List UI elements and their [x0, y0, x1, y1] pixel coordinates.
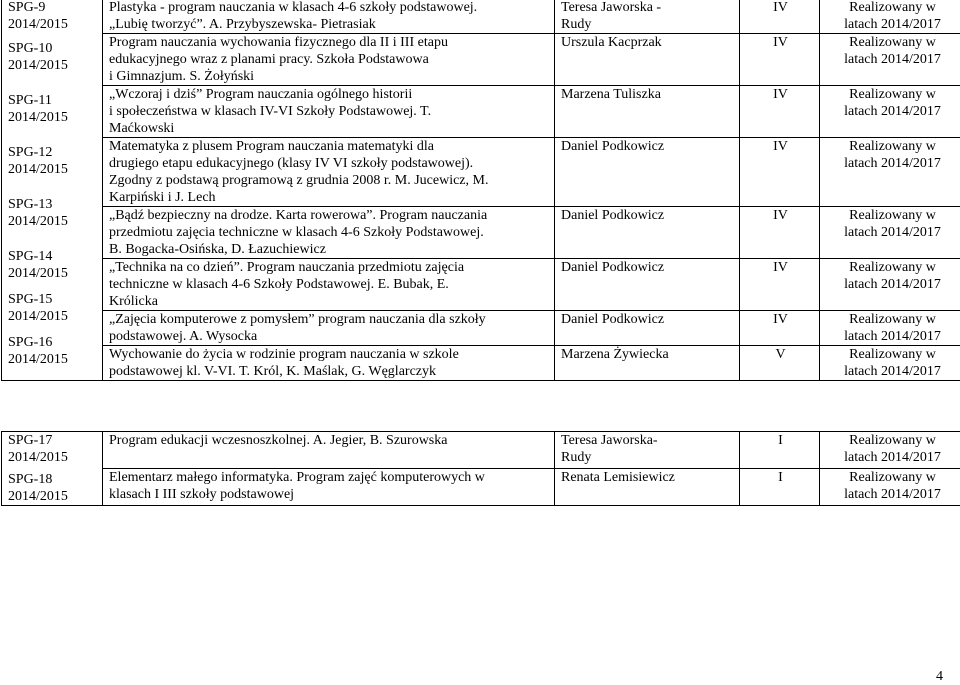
program-description-cell [103, 469, 555, 506]
table-row [2, 469, 960, 506]
program-description-line: drugiego etapu edukacyjnego (klasy IV VI szkoły podstawowej). [109, 156, 474, 171]
program-description-line: przedmiotu zajęcia techniczne w klasach 4-6 Szkoły Podstawowej. [109, 225, 484, 240]
program-code-entry [8, 432, 98, 466]
program-year: 2014/2015 [8, 58, 68, 73]
program-description-line: „Zajęcia komputerowe z pomysłem” program nauczania dla szkoły [109, 312, 486, 327]
program-description-line: „Wczoraj i dziś” Program nauczania ogólnego historii [109, 87, 413, 102]
program-year: 2014/2015 [8, 17, 68, 32]
program-description-cell [103, 207, 555, 259]
page-number: 4 [936, 669, 943, 684]
program-description-line: Matematyka z plusem Program nauczania matematyki dla [109, 139, 434, 154]
realization-line: latach 2014/2017 [844, 450, 941, 465]
realization-cell [820, 469, 960, 506]
realization-line: latach 2014/2017 [844, 17, 941, 32]
program-code-entry [8, 92, 98, 126]
realization-line: latach 2014/2017 [844, 364, 941, 379]
class-cell [740, 259, 820, 311]
program-table-2 [1, 431, 960, 506]
realization-line: Realizowany w [849, 0, 936, 15]
realization-cell [820, 207, 960, 259]
program-code-entry [8, 471, 98, 505]
author-cell [555, 346, 740, 381]
program-description-line: podstawowej. A. Wysocka [109, 329, 258, 344]
program-code: SPG-13 [8, 197, 53, 212]
author-cell [555, 432, 740, 469]
program-code-entry [8, 40, 98, 74]
class-cell [740, 34, 820, 86]
realization-line: latach 2014/2017 [844, 487, 941, 502]
program-description-cell [103, 259, 555, 311]
class-cell [740, 138, 820, 207]
program-description-line: „Technika na co dzień”. Program nauczania przedmiotu zajęcia [109, 260, 465, 275]
program-year: 2014/2015 [8, 450, 68, 465]
author-name: Teresa Jaworska - [561, 0, 662, 15]
author-cell [555, 138, 740, 207]
author-name: Rudy [561, 450, 592, 465]
class-level: IV [773, 87, 788, 102]
program-code-entry [8, 196, 98, 230]
realization-line: Realizowany w [849, 87, 936, 102]
table-row [2, 346, 960, 381]
program-description-line: i społeczeństwa w klasach IV-VI Szkoły Podstawowej. T. [109, 104, 432, 119]
table-row [2, 259, 960, 311]
program-code: SPG-18 [8, 472, 53, 487]
class-level: I [778, 433, 783, 448]
program-code: SPG-17 [8, 433, 53, 448]
realization-cell [820, 432, 960, 469]
program-year: 2014/2015 [8, 162, 68, 177]
realization-line: Realizowany w [849, 470, 936, 485]
class-level: IV [773, 0, 788, 15]
program-description-cell [103, 311, 555, 346]
table-row [2, 138, 960, 207]
program-table-1 [1, 0, 960, 381]
program-codes-cell [2, 0, 103, 381]
program-year: 2014/2015 [8, 352, 68, 367]
realization-cell [820, 34, 960, 86]
author-cell [555, 207, 740, 259]
program-code: SPG-15 [8, 292, 53, 307]
class-level: I [778, 470, 783, 485]
realization-line: Realizowany w [849, 312, 936, 327]
program-description-line: edukacyjnego wraz z planami pracy. Szkoła Podstawowa [109, 52, 429, 67]
author-name: Daniel Podkowicz [561, 139, 665, 154]
program-description-line: Karpiński i J. Lech [109, 190, 216, 205]
author-cell [555, 311, 740, 346]
realization-cell [820, 346, 960, 381]
realization-line: latach 2014/2017 [844, 329, 941, 344]
realization-cell [820, 86, 960, 138]
author-cell [555, 259, 740, 311]
realization-line: Realizowany w [849, 139, 936, 154]
class-cell [740, 469, 820, 506]
author-name: Marzena Tuliszka [561, 87, 661, 102]
realization-line: latach 2014/2017 [844, 225, 941, 240]
program-code: SPG-12 [8, 145, 53, 160]
author-cell [555, 469, 740, 506]
program-description-cell [103, 0, 555, 34]
program-code-entry [8, 0, 98, 33]
program-code: SPG-16 [8, 335, 53, 350]
program-description-cell [103, 34, 555, 86]
class-level: IV [773, 139, 788, 154]
author-name: Daniel Podkowicz [561, 208, 665, 223]
program-description-line: Maćkowski [109, 121, 175, 136]
realization-line: Realizowany w [849, 347, 936, 362]
program-description-line: Zgodny z podstawą programową z grudnia 2008 r. M. Jucewicz, M. [109, 173, 489, 188]
program-year: 2014/2015 [8, 214, 68, 229]
program-code-entry [8, 291, 98, 325]
program-code: SPG-10 [8, 41, 53, 56]
program-description-cell [103, 86, 555, 138]
program-code: SPG-14 [8, 249, 53, 264]
program-description-line: Program edukacji wczesnoszkolnej. A. Jegier, B. Szurowska [109, 433, 448, 448]
program-year: 2014/2015 [8, 110, 68, 125]
author-cell [555, 0, 740, 34]
program-description-line: klasach I III szkoły podstawowej [109, 487, 295, 502]
program-codes-cell [2, 432, 103, 506]
realization-line: latach 2014/2017 [844, 52, 941, 67]
table-row [2, 86, 960, 138]
class-level: IV [773, 208, 788, 223]
realization-cell [820, 0, 960, 34]
author-name: Daniel Podkowicz [561, 260, 665, 275]
program-year: 2014/2015 [8, 489, 68, 504]
program-code-entry [8, 248, 98, 282]
program-description-line: Królicka [109, 294, 158, 309]
program-description-line: B. Bogacka-Osińska, D. Łazuchiewicz [109, 242, 326, 257]
class-cell [740, 0, 820, 34]
class-level: IV [773, 312, 788, 327]
table-row [2, 432, 960, 469]
program-description-line: i Gimnazjum. S. Żołyński [109, 69, 255, 84]
table-row [2, 34, 960, 86]
realization-cell [820, 311, 960, 346]
realization-line: latach 2014/2017 [844, 156, 941, 171]
program-description-line: techniczne w klasach 4-6 Szkoły Podstawowej. E. Bubak, E. [109, 277, 449, 292]
author-name: Marzena Żywiecka [561, 347, 669, 362]
realization-line: latach 2014/2017 [844, 277, 941, 292]
realization-line: Realizowany w [849, 260, 936, 275]
program-code-entry [8, 334, 98, 368]
realization-line: Realizowany w [849, 35, 936, 50]
class-level: V [775, 347, 786, 362]
table-row [2, 311, 960, 346]
author-cell [555, 34, 740, 86]
class-cell [740, 432, 820, 469]
realization-cell [820, 259, 960, 311]
realization-line: Realizowany w [849, 208, 936, 223]
table-row [2, 0, 960, 34]
author-name: Rudy [561, 17, 592, 32]
program-description-line: Plastyka - program nauczania w klasach 4-6 szkoły podstawowej. [109, 0, 478, 15]
author-cell [555, 86, 740, 138]
program-code: SPG-9 [8, 0, 46, 15]
author-name: Teresa Jaworska- [561, 433, 658, 448]
class-level: IV [773, 260, 788, 275]
program-year: 2014/2015 [8, 309, 68, 324]
program-description-line: „Lubię tworzyć”. A. Przybyszewska- Pietrasiak [109, 17, 376, 32]
class-cell [740, 86, 820, 138]
program-description-line: Wychowanie do życia w rodzinie program nauczania w szkole [109, 347, 459, 362]
class-cell [740, 311, 820, 346]
program-description-line: podstawowej kl. V-VI. T. Król, K. Maślak, G. Węglarczyk [109, 364, 436, 379]
program-description-cell [103, 432, 555, 469]
table-row [2, 207, 960, 259]
program-description-cell [103, 346, 555, 381]
program-description-cell [103, 138, 555, 207]
realization-line: Realizowany w [849, 433, 936, 448]
program-description-line: Elementarz małego informatyka. Program zajęć komputerowych w [109, 470, 485, 485]
author-name: Daniel Podkowicz [561, 312, 665, 327]
program-description-line: Program nauczania wychowania fizycznego dla II i III etapu [109, 35, 448, 50]
realization-line: latach 2014/2017 [844, 104, 941, 119]
program-description-line: „Bądź bezpieczny na drodze. Karta rowerowa”. Program nauczania [109, 208, 488, 223]
realization-cell [820, 138, 960, 207]
class-cell [740, 346, 820, 381]
class-level: IV [773, 35, 788, 50]
program-code: SPG-11 [8, 93, 52, 108]
class-cell [740, 207, 820, 259]
program-code-entry [8, 144, 98, 178]
author-name: Renata Lemisiewicz [561, 470, 675, 485]
author-name: Urszula Kacprzak [561, 35, 662, 50]
program-year: 2014/2015 [8, 266, 68, 281]
